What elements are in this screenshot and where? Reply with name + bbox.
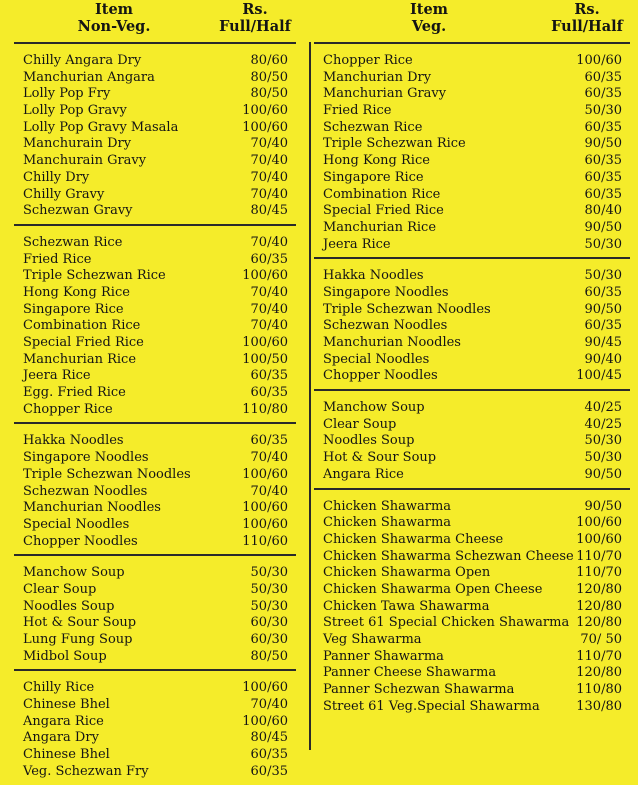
item-price: 90/50	[584, 219, 622, 235]
item-price: 60/35	[250, 433, 288, 449]
veg-sections	[314, 42, 630, 719]
item-name: Chopper Noodles	[323, 368, 438, 384]
item-name: Manchow Soup	[323, 400, 425, 416]
menu-item	[314, 682, 630, 699]
item-name: Lung Fung Soup	[23, 632, 133, 647]
menu-item	[14, 318, 296, 335]
currency-label: Rs.	[574, 1, 600, 18]
item-name: Manchurian Noodles	[23, 500, 161, 516]
item-name: Schezwan Noodles	[323, 318, 448, 334]
menu-item	[14, 517, 296, 534]
menu-item	[14, 680, 296, 697]
item-price: 60/30	[250, 632, 288, 647]
item-price: 60/35	[584, 69, 622, 85]
menu-item	[14, 450, 296, 467]
menu-item	[14, 565, 296, 582]
menu-section	[314, 490, 630, 720]
item-price: 100/60	[242, 500, 288, 516]
menu-item	[314, 153, 630, 170]
menu-item	[314, 70, 630, 87]
item-price: 50/30	[584, 433, 622, 449]
item-name: Triple Schezwan Rice	[323, 136, 466, 152]
item-name: Clear Soup	[23, 581, 97, 597]
item-price: 110/70	[576, 565, 622, 581]
item-price: 40/25	[584, 416, 622, 432]
item-name: Egg. Fried Rice	[23, 385, 126, 401]
menu-item	[314, 417, 630, 434]
item-name: Chicken Shawarma Cheese	[323, 531, 504, 547]
item-name: Chopper Noodles	[23, 533, 138, 549]
menu-item	[14, 53, 296, 70]
item-name: Chicken Shawarma Open Cheese	[323, 581, 543, 597]
item-price: 100/60	[242, 713, 288, 729]
veg-header	[314, 0, 630, 42]
menu-item	[14, 500, 296, 517]
item-price: 90/50	[584, 498, 622, 514]
item-price: 60/35	[250, 385, 288, 401]
menu-item	[314, 335, 630, 352]
menu-item	[14, 203, 296, 220]
item-price: 100/60	[242, 268, 288, 284]
menu-item	[14, 649, 296, 666]
item-price: 60/35	[250, 747, 288, 763]
item-price: 100/45	[576, 368, 622, 384]
item-name: Manchurain Dry	[23, 136, 132, 152]
item-name: Triple Schezwan Rice	[23, 268, 166, 284]
item-name: Hakka Noodles	[323, 268, 424, 284]
item-price: 60/35	[250, 763, 288, 779]
item-price: 70/40	[250, 301, 288, 317]
menu-item	[314, 549, 630, 566]
item-price: 110/80	[576, 682, 622, 698]
menu-item	[14, 153, 296, 170]
menu-item	[14, 697, 296, 714]
item-name: Panner Cheese Shawarma	[323, 665, 497, 681]
menu-item	[314, 86, 630, 103]
item-name: Street 61 Special Chicken Shawarma	[323, 615, 570, 631]
item-price: 100/50	[242, 351, 288, 367]
menu-section	[14, 671, 296, 784]
item-name: Panner Shawarma	[323, 648, 444, 664]
item-name: Triple Schezwan Noodles	[23, 466, 191, 482]
menu-item	[14, 285, 296, 302]
menu-item	[14, 70, 296, 87]
item-price: 110/70	[576, 648, 622, 664]
column-divider	[309, 42, 311, 750]
item-name: Chilly Dry	[23, 169, 90, 185]
item-name: Chicken Shawarma	[323, 498, 452, 514]
menu-item	[314, 237, 630, 254]
menu-item	[14, 86, 296, 103]
item-price: 60/35	[584, 186, 622, 202]
menu-item	[14, 268, 296, 285]
item-name: Chilly Gravy	[23, 186, 105, 202]
menu-item	[314, 532, 630, 549]
item-price: 70/ 50	[580, 632, 622, 647]
item-name: Combination Rice	[323, 186, 441, 202]
item-price: 100/60	[576, 515, 622, 531]
item-name: Combination Rice	[23, 318, 141, 334]
menu-item	[314, 187, 630, 204]
menu-item	[14, 615, 296, 632]
item-price: 60/35	[584, 318, 622, 334]
menu-item	[14, 103, 296, 120]
item-name: Chinese Bhel	[23, 697, 110, 713]
item-name: Midbol Soup	[23, 648, 107, 664]
category-label: Veg.	[411, 18, 447, 35]
item-price: 100/60	[242, 680, 288, 696]
item-price: 70/40	[250, 284, 288, 300]
item-price: 70/40	[250, 153, 288, 169]
menu-item	[14, 764, 296, 781]
menu-section	[14, 226, 296, 423]
item-heading	[14, 1, 214, 35]
menu-item	[314, 400, 630, 417]
item-name: Lolly Pop Gravy	[23, 103, 127, 119]
menu-section	[314, 44, 630, 257]
item-price: 110/60	[242, 533, 288, 549]
item-price: 120/80	[576, 665, 622, 681]
item-name: Hakka Noodles	[23, 433, 124, 449]
item-name: Angara Rice	[23, 713, 104, 729]
item-name: Manchurian Rice	[323, 219, 437, 235]
item-name: Veg Shawarma	[323, 632, 422, 647]
menu-item	[14, 599, 296, 616]
menu-item	[314, 565, 630, 582]
item-label: Item	[409, 1, 449, 18]
item-price: 120/80	[576, 598, 622, 614]
item-price: 80/40	[584, 203, 622, 219]
menu-section	[14, 424, 296, 554]
item-name: Schezwan Gravy	[23, 203, 133, 219]
item-name: Jeera Rice	[23, 368, 91, 384]
menu-item	[314, 53, 630, 70]
menu-section	[14, 556, 296, 669]
item-name: Panner Schezwan Shawarma	[323, 682, 515, 698]
item-price: 50/30	[584, 103, 622, 119]
item-name: Hong Kong Rice	[23, 284, 130, 300]
item-name: Triple Schezwan Noodles	[323, 301, 491, 317]
menu-item	[14, 433, 296, 450]
menu-item	[14, 714, 296, 731]
menu-item	[14, 187, 296, 204]
item-name: Singapore Rice	[323, 169, 424, 185]
menu-item	[314, 203, 630, 220]
menu-item	[314, 499, 630, 516]
menu-item	[314, 615, 630, 632]
menu-item	[314, 318, 630, 335]
item-name: Hot & Sour Soup	[323, 450, 437, 466]
menu-item	[314, 599, 630, 616]
item-name: Street 61 Veg.Special Shawarma	[323, 698, 540, 714]
menu-item	[314, 220, 630, 237]
menu-item	[314, 136, 630, 153]
menu-item	[14, 402, 296, 419]
item-price: 40/25	[584, 400, 622, 416]
item-name: Schezwan Rice	[23, 234, 123, 250]
item-name: Chicken Shawarma Schezwan Cheese	[323, 548, 574, 564]
item-price: 70/40	[250, 697, 288, 713]
menu-item	[14, 252, 296, 269]
item-name: Chopper Rice	[323, 53, 413, 68]
price-heading	[210, 1, 300, 35]
item-name: Chicken Shawarma	[323, 515, 452, 531]
currency-label: Rs.	[242, 1, 268, 18]
non-veg-header	[14, 0, 296, 42]
item-name: Manchurian Gravy	[323, 86, 447, 102]
menu-item	[14, 120, 296, 137]
item-price: 60/30	[250, 615, 288, 631]
item-price: 70/40	[250, 318, 288, 334]
menu-item	[14, 484, 296, 501]
item-name: Noodles Soup	[323, 433, 415, 449]
item-price: 80/45	[250, 730, 288, 746]
menu-item	[314, 368, 630, 385]
item-price: 70/40	[250, 450, 288, 466]
item-price: 60/35	[584, 153, 622, 169]
item-name: Fried Rice	[323, 103, 392, 119]
item-price: 90/40	[584, 351, 622, 367]
item-price: 100/60	[242, 335, 288, 350]
item-price: 60/35	[584, 119, 622, 135]
menu-item	[14, 582, 296, 599]
item-price: 90/50	[584, 466, 622, 482]
item-name: Hong Kong Rice	[323, 153, 430, 169]
item-price: 60/35	[584, 284, 622, 300]
item-price: 50/30	[584, 268, 622, 284]
item-price: 60/35	[584, 169, 622, 185]
item-price: 80/50	[250, 86, 288, 102]
item-price: 100/60	[242, 119, 288, 135]
item-heading	[314, 1, 544, 35]
menu-item	[14, 730, 296, 747]
menu-item	[314, 302, 630, 319]
menu-item	[314, 467, 630, 484]
item-price: 50/30	[250, 598, 288, 614]
item-name: Angara Rice	[323, 466, 404, 482]
item-price: 70/40	[250, 234, 288, 250]
item-price: 110/70	[576, 548, 622, 564]
item-price: 50/30	[250, 565, 288, 581]
item-price: 100/60	[242, 466, 288, 482]
item-name: Manchurian Dry	[323, 69, 432, 85]
item-price: 50/30	[584, 236, 622, 252]
item-name: Manchurain Gravy	[23, 153, 147, 169]
item-price: 70/40	[250, 169, 288, 185]
menu-item	[314, 515, 630, 532]
item-name: Fried Rice	[23, 251, 92, 267]
menu-section	[314, 391, 630, 487]
item-name: Manchurian Angara	[23, 69, 155, 85]
price-heading	[542, 1, 632, 35]
menu-item	[314, 103, 630, 120]
item-label: Item	[94, 1, 134, 18]
item-name: Clear Soup	[323, 416, 397, 432]
non-veg-column	[14, 0, 296, 785]
item-name: Chicken Tawa Shawarma	[323, 598, 490, 614]
item-name: Singapore Rice	[23, 301, 124, 317]
item-price: 70/40	[250, 483, 288, 499]
menu-section	[14, 44, 296, 224]
menu-item	[314, 285, 630, 302]
menu-section	[314, 259, 630, 389]
item-name: Veg. Schezwan Fry	[23, 763, 149, 779]
menu-item	[14, 235, 296, 252]
item-price: 130/80	[576, 698, 622, 714]
item-price: 60/35	[250, 368, 288, 384]
item-name: Chinese Bhel	[23, 747, 110, 763]
item-price: 90/50	[584, 136, 622, 152]
item-name: Angara Dry	[23, 730, 99, 746]
menu-item	[14, 170, 296, 187]
item-name: Noodles Soup	[23, 598, 115, 614]
item-price: 50/30	[250, 581, 288, 597]
item-name: Chicken Shawarma Open	[323, 565, 491, 581]
item-price: 120/80	[576, 615, 622, 631]
item-price: 100/60	[242, 103, 288, 119]
menu-item	[14, 352, 296, 369]
item-price: 60/35	[584, 86, 622, 102]
item-name: Chilly Angara Dry	[23, 53, 142, 68]
veg-column	[314, 0, 630, 719]
menu-item	[314, 665, 630, 682]
item-price: 80/45	[250, 203, 288, 219]
item-name: Manchow Soup	[23, 565, 125, 581]
menu-item	[314, 268, 630, 285]
size-label: Full/Half	[219, 18, 291, 35]
menu-item	[314, 649, 630, 666]
menu-item	[314, 632, 630, 649]
item-name: Lolly Pop Fry	[23, 86, 111, 102]
menu-item	[14, 385, 296, 402]
item-price: 100/60	[242, 516, 288, 532]
menu-item	[14, 302, 296, 319]
menu-item	[14, 335, 296, 352]
menu-item	[314, 352, 630, 369]
menu-item	[314, 170, 630, 187]
menu-item	[314, 120, 630, 137]
size-label: Full/Half	[551, 18, 623, 35]
item-name: Schezwan Rice	[323, 119, 423, 135]
menu-item	[14, 534, 296, 551]
item-price: 70/40	[250, 186, 288, 202]
item-name: Special Fried Rice	[23, 335, 144, 350]
item-name: Jeera Rice	[323, 236, 391, 252]
item-name: Chopper Rice	[23, 401, 113, 417]
menu-item	[14, 632, 296, 649]
item-name: Lolly Pop Gravy Masala	[23, 119, 179, 135]
item-price: 120/80	[576, 581, 622, 597]
item-name: Singapore Noodles	[323, 284, 449, 300]
item-price: 100/60	[576, 531, 622, 547]
menu-item	[314, 450, 630, 467]
item-price: 90/50	[584, 301, 622, 317]
item-price: 70/40	[250, 136, 288, 152]
item-name: Schezwan Noodles	[23, 483, 148, 499]
item-price: 80/50	[250, 648, 288, 664]
non-veg-sections	[14, 42, 296, 785]
item-name: Special Noodles	[323, 351, 430, 367]
item-price: 100/60	[576, 53, 622, 68]
item-name: Special Fried Rice	[323, 203, 444, 219]
item-name: Manchurian Noodles	[323, 335, 461, 350]
item-price: 110/80	[242, 401, 288, 417]
menu-item	[14, 368, 296, 385]
menu-item	[314, 699, 630, 716]
menu-item	[14, 136, 296, 153]
menu-item	[314, 433, 630, 450]
item-name: Manchurian Rice	[23, 351, 137, 367]
item-price: 80/60	[250, 53, 288, 68]
item-name: Hot & Sour Soup	[23, 615, 137, 631]
item-name: Chilly Rice	[23, 680, 95, 696]
menu-item	[14, 467, 296, 484]
item-name: Special Noodles	[23, 516, 130, 532]
item-price: 50/30	[584, 450, 622, 466]
category-label: Non-Veg.	[77, 18, 151, 35]
item-name: Singapore Noodles	[23, 450, 149, 466]
item-price: 90/45	[584, 335, 622, 350]
item-price: 80/50	[250, 69, 288, 85]
item-price: 60/35	[250, 251, 288, 267]
menu-item	[314, 582, 630, 599]
